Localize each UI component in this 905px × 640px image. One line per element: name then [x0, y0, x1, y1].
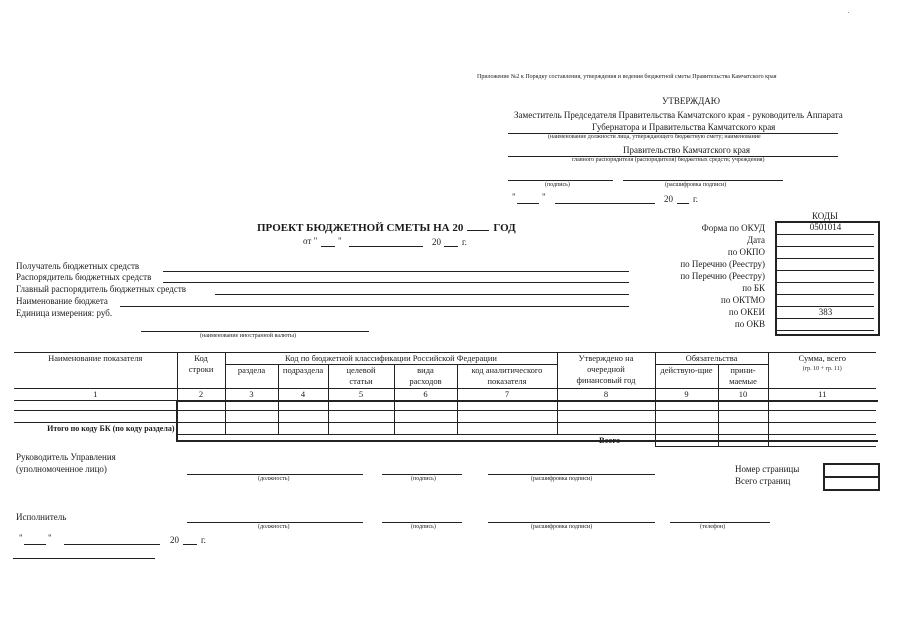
approve-date-year-line[interactable] — [677, 203, 689, 204]
table-thick-frame — [176, 400, 878, 442]
approve-date-open: " — [512, 192, 516, 202]
head-position-caption: (должность) — [258, 476, 290, 482]
document-title — [257, 222, 516, 234]
title-date-year: 20 — [432, 237, 441, 247]
title-from-close: " — [338, 236, 342, 246]
appendix-note: Приложение №2 к Порядку составления, утверждения и ведения бюджетной сметы Правительства Камчатского края — [477, 74, 777, 80]
page-number-label: Номер страницы — [735, 464, 800, 474]
head-sign-caption: (подпись) — [411, 476, 436, 482]
head-decode-line[interactable] — [488, 474, 655, 475]
codes-label: по БК — [742, 283, 765, 293]
field-budget-label: Наименование бюджета — [16, 296, 108, 306]
codes-label: по ОКЕИ — [728, 307, 765, 317]
col-sum-header — [768, 353, 876, 389]
approver-position-2: Губернатора и Правительства Камчатского края — [592, 122, 776, 132]
col-analytic-header: код аналитического показателя — [457, 365, 557, 389]
column-number: 4 — [278, 389, 328, 401]
approve-date-close: " — [542, 192, 546, 202]
col-accepted-header: прини-маемые — [718, 365, 768, 389]
approve-date-day[interactable] — [517, 203, 539, 204]
approver-sign-line[interactable] — [508, 180, 613, 181]
col-target-header: целевой статьи — [328, 365, 394, 389]
head-label-1: Руководитель Управления — [16, 452, 116, 462]
footer-date-year-line[interactable] — [183, 544, 197, 545]
field-currency-caption: (наименование иностранной валюты) — [200, 333, 296, 339]
head-position-line[interactable] — [187, 474, 363, 475]
field-currency-line[interactable] — [141, 331, 369, 332]
column-number: 5 — [328, 389, 394, 401]
executor-sign-caption: (подпись) — [411, 524, 436, 530]
column-number: 2 — [177, 389, 225, 401]
title-year-suffix: ГОД — [493, 222, 516, 234]
executor-phone-line[interactable] — [670, 522, 770, 523]
head-label-2: (уполномоченное лицо) — [16, 464, 107, 474]
footer-date-open: " — [19, 533, 23, 543]
field-unit-label: Единица измерения: руб. — [16, 308, 113, 318]
col-sum-note: (гр. 10 + гр. 11) — [802, 366, 842, 372]
col-code-header: Код строки — [177, 353, 225, 389]
approve-date-month[interactable] — [555, 203, 655, 204]
total-pages-box[interactable] — [823, 476, 880, 491]
title-text: ПРОЕКТ БЮДЖЕТНОЙ СМЕТЫ НА 20 — [257, 222, 464, 234]
col-expense-header: вида расходов — [394, 365, 457, 389]
footer-date-month[interactable] — [64, 544, 160, 545]
title-date-g: г. — [462, 237, 467, 247]
total-bk-label: Итого по коду БК (по коду раздела) — [47, 424, 175, 433]
col-name-header: Наименование показателя — [14, 353, 177, 389]
field-manager-label: Распорядитель бюджетных средств — [16, 272, 152, 282]
footer-bottom-line — [13, 558, 155, 559]
codes-label: Дата — [747, 235, 765, 245]
org-name: Правительство Камчатского края — [623, 145, 750, 155]
executor-decode-line[interactable] — [488, 522, 655, 523]
codes-value-cell[interactable]: 383 — [777, 306, 874, 319]
column-number: 8 — [557, 389, 655, 401]
executor-decode-caption: (расшифровка подписи) — [531, 524, 593, 530]
col-subsection-header: подраздела — [278, 365, 328, 389]
field-recipient-label: Получатель бюджетных средств — [16, 261, 140, 271]
head-sign-line[interactable] — [382, 474, 462, 475]
title-year-blank[interactable] — [467, 230, 489, 231]
approver-caption: (наименование должности лица, утверждающего бюджетную смету; наименование — [548, 134, 761, 140]
codes-header: КОДЫ — [812, 211, 838, 221]
column-number: 3 — [225, 389, 278, 401]
field-budget-line[interactable] — [120, 306, 629, 307]
column-number: 7 — [457, 389, 557, 401]
title-date-month[interactable] — [349, 246, 423, 247]
codes-label: Форма по ОКУД — [701, 223, 765, 233]
executor-position-line[interactable] — [187, 522, 363, 523]
column-number: 9 — [655, 389, 718, 401]
approve-date-g: г. — [693, 194, 698, 204]
codes-label: по ОКПО — [727, 247, 765, 257]
table-header-row-1 — [14, 353, 876, 365]
field-main-manager-label: Главный распорядитель бюджетных средств — [16, 284, 186, 294]
title-from: от " — [303, 236, 318, 246]
executor-label: Исполнитель — [16, 512, 67, 522]
field-recipient-line[interactable] — [163, 271, 629, 272]
total-label: Всего — [599, 435, 621, 445]
approver-sign-caption: (подпись) — [545, 182, 570, 188]
codes-label: по ОКТМО — [721, 295, 765, 305]
table-number-row — [14, 389, 876, 401]
scan-dot — [848, 12, 849, 13]
approve-heading: УТВЕРЖДАЮ — [662, 96, 721, 106]
title-date-year-line[interactable] — [444, 246, 458, 247]
codes-value-cell[interactable]: 0501014 — [777, 222, 874, 235]
executor-sign-line[interactable] — [382, 522, 462, 523]
approver-decode-caption: (расшифровка подписи) — [665, 182, 727, 188]
field-manager-line[interactable] — [163, 282, 629, 283]
codes-label: по ОКВ — [734, 319, 765, 329]
footer-date-year: 20 — [170, 535, 179, 545]
footer-date-day[interactable] — [24, 544, 46, 545]
col-obligations-header: Обязательства — [655, 353, 768, 365]
org-caption: главного распорядителя (распорядителя) бюджетных средств; учреждения) — [572, 157, 765, 163]
approver-position-1: Заместитель Председателя Правительства Камчатского края - руководитель Аппарата — [514, 110, 843, 120]
col-sum-title: Сумма, всего — [798, 353, 846, 363]
field-main-manager-line[interactable] — [215, 294, 629, 295]
codes-value-cell[interactable] — [777, 318, 874, 331]
column-number: 11 — [768, 389, 876, 401]
codes-label: по Перечню (Реестру) — [680, 271, 765, 281]
codes-label: по Перечню (Реестру) — [680, 259, 765, 269]
head-decode-caption: (расшифровка подписи) — [531, 476, 593, 482]
approve-date-year: 20 — [664, 194, 673, 204]
footer-date-close: " — [48, 533, 52, 543]
approver-decode-line[interactable] — [623, 180, 783, 181]
title-date-day[interactable] — [321, 246, 335, 247]
executor-position-caption: (должность) — [258, 524, 290, 530]
column-number: 10 — [718, 389, 768, 401]
col-active-header: действую-щие — [655, 365, 718, 389]
column-number: 1 — [14, 389, 177, 401]
footer-date-g: г. — [201, 535, 206, 545]
total-pages-label: Всего страниц — [735, 476, 791, 486]
col-approved-header: Утверждено на очередной финансовый год — [557, 353, 655, 389]
col-bk-header: Код по бюджетной классификации Российской Федерации — [225, 353, 557, 365]
executor-phone-caption: (телефон) — [700, 524, 726, 530]
column-number: 6 — [394, 389, 457, 401]
col-section-header: раздела — [225, 365, 278, 389]
